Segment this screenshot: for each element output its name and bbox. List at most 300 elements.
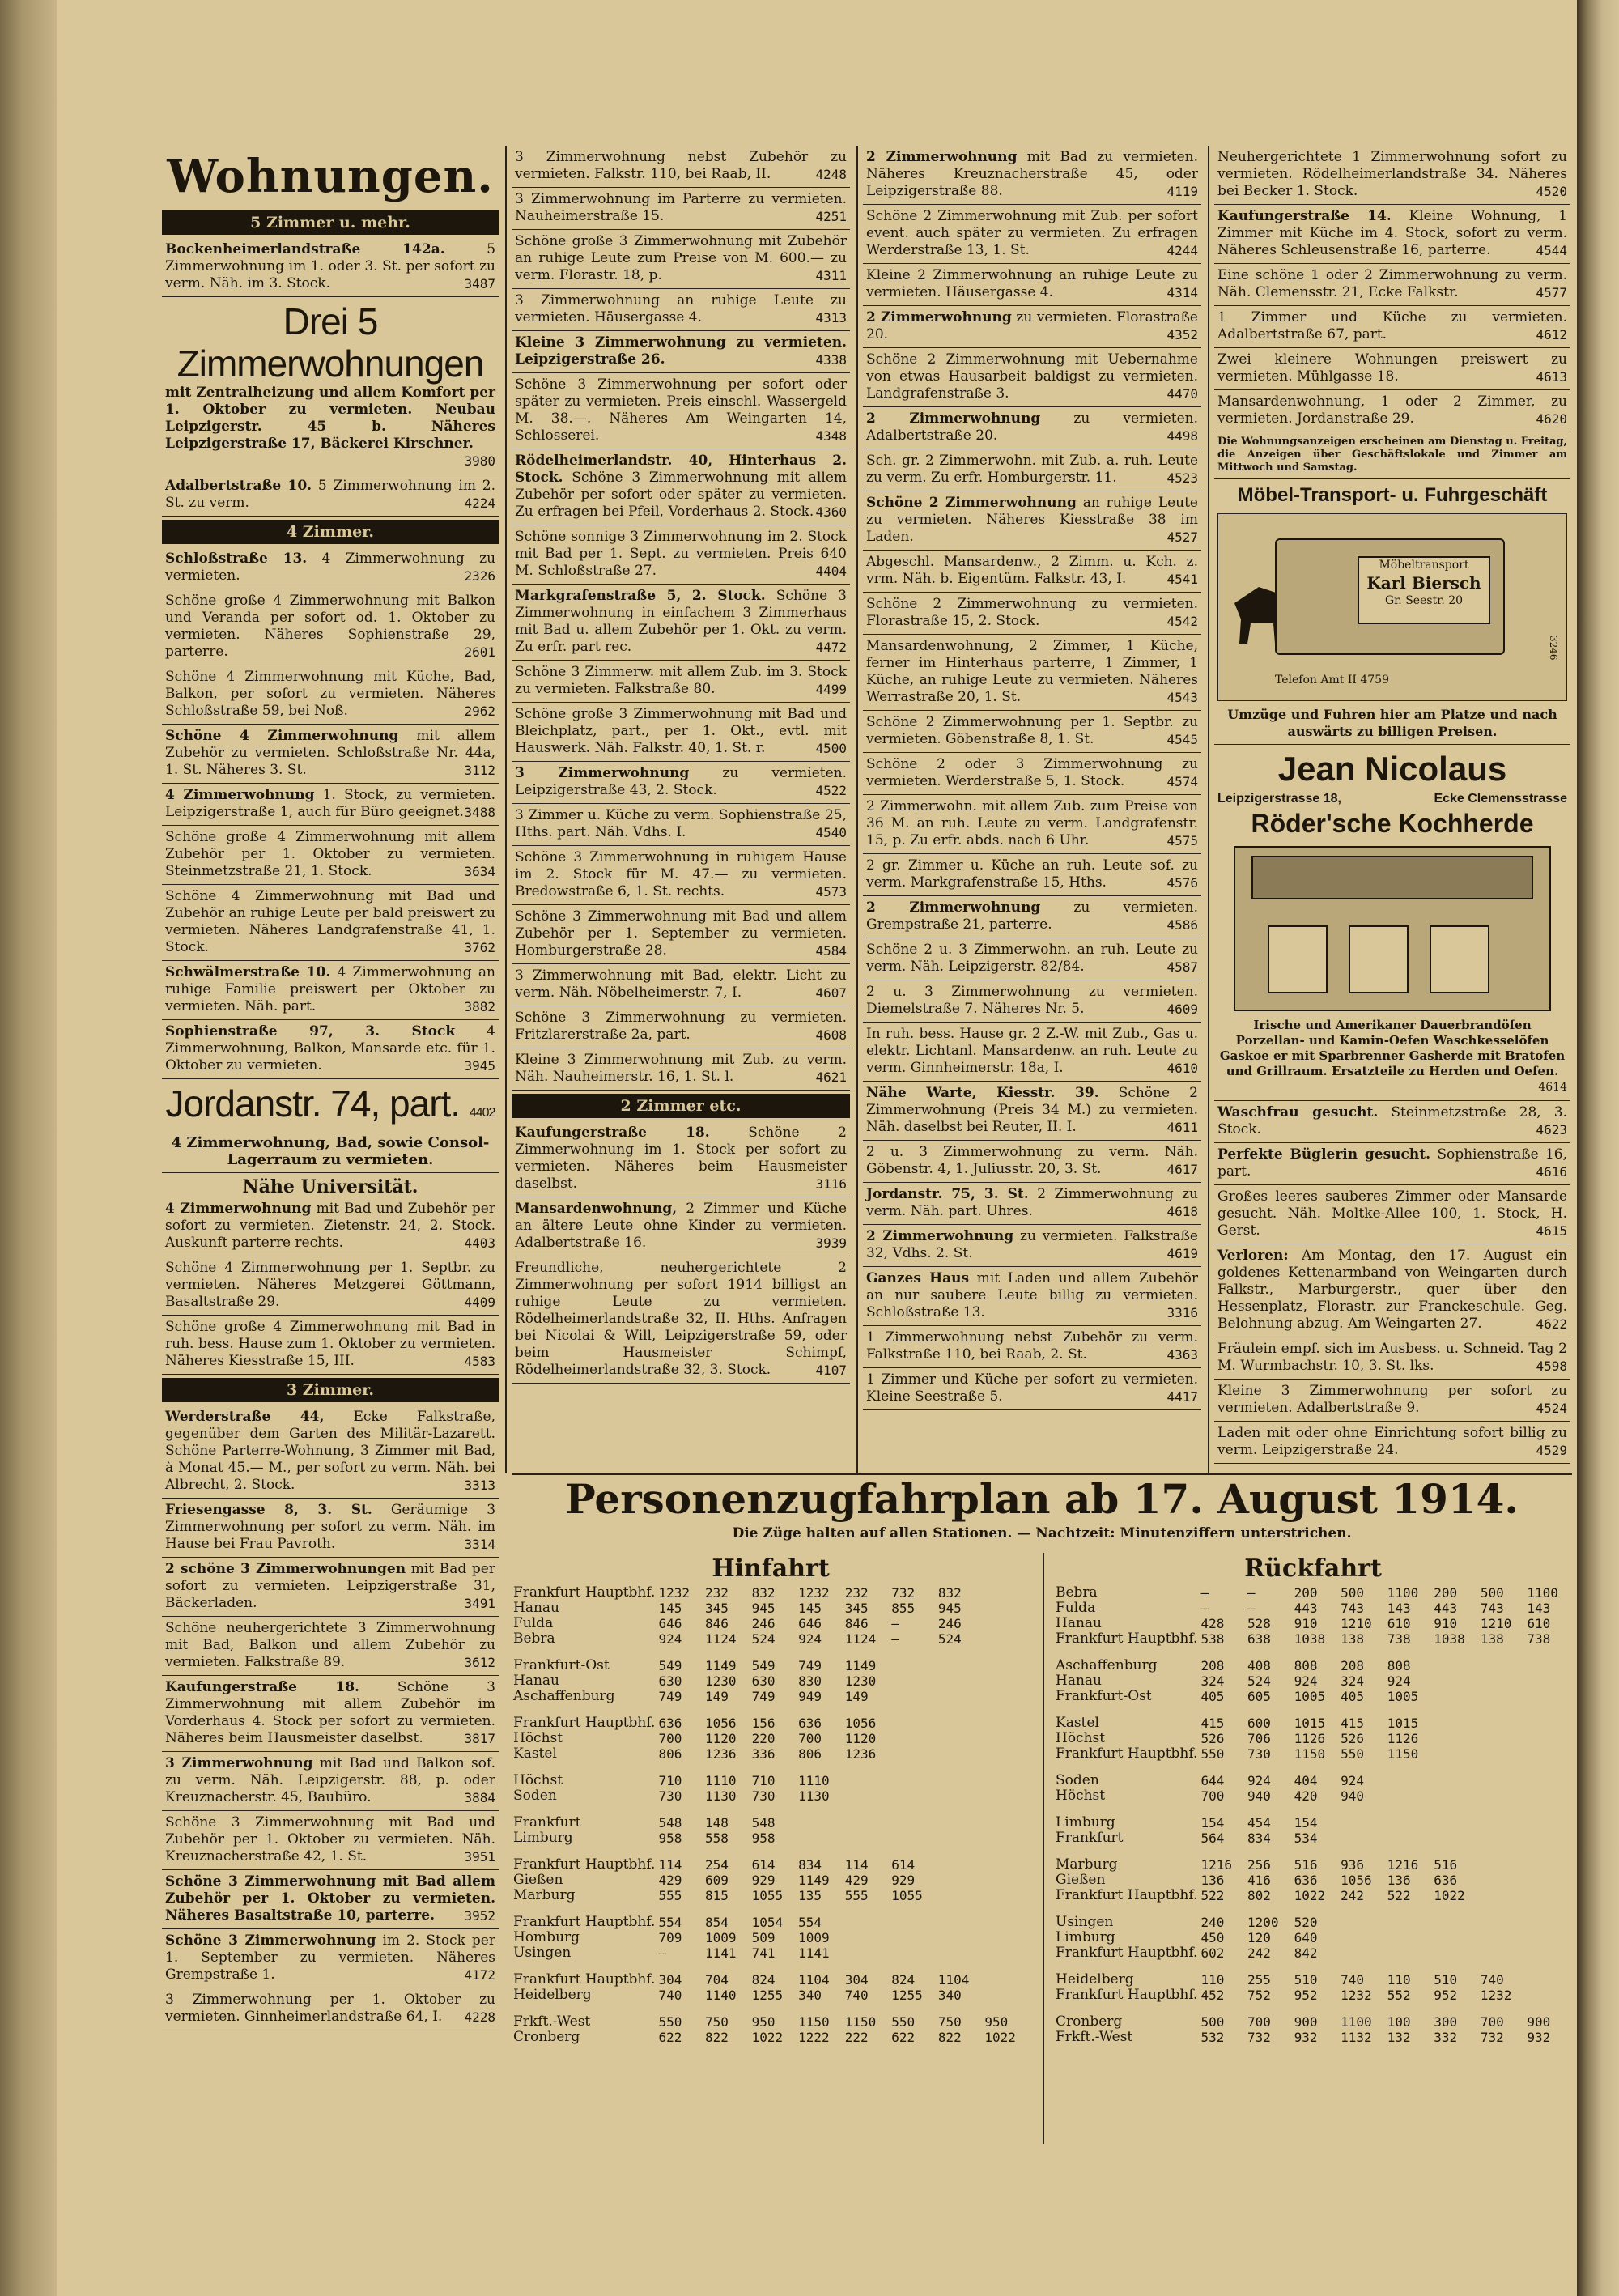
departure-time: 138 (1341, 1631, 1365, 1647)
departure-time: 1056 (844, 1716, 877, 1731)
timetable-row (1054, 1631, 1572, 1647)
ad-text: Abgeschl. Mansardenw., 2 Zimm. u. Kch. z. vrm. Näh. b. Eigentüm. Falkstr. 43, I. (866, 554, 1198, 587)
ad-headline: 2 Zimmerwohnung (866, 1228, 1014, 1244)
departure-time (937, 1773, 984, 1788)
departure-time: 622 (658, 2030, 682, 2045)
classified-ad (863, 896, 1201, 938)
departure-time: 822 (937, 2030, 962, 2045)
departure-time: 548 (658, 1815, 682, 1830)
departure-time (1386, 1815, 1433, 1830)
ad-headline: 4 Zimmerwohnung (165, 787, 315, 803)
departure-time: 700 (798, 1731, 822, 1746)
ad-text: 2 u. 3 Zimmerwohnung zu vermieten. Diemelstraße 7. Näheres Nr. 5. (866, 984, 1198, 1017)
timetable-gap (1054, 1903, 1572, 1915)
ad-number: 3817 (464, 1731, 495, 1746)
ad-list (162, 1405, 499, 2030)
departure-time: 700 (1480, 2014, 1504, 2030)
departure-time (890, 1658, 937, 1673)
departure-time: 200 (1434, 1585, 1458, 1601)
departure-time: 1141 (798, 1945, 830, 1961)
departure-time: 522 (1387, 1888, 1411, 1903)
departure-time: 148 (705, 1815, 729, 1830)
departure-time: 749 (658, 1689, 682, 1704)
ad-text: Schöne 2 Zimmerwohnung im 1. Stock per sofort zu vermieten. Näheres beim Hausmeister daselbst. (515, 1125, 847, 1192)
departure-time: 1216 (1387, 1857, 1419, 1873)
ad-text: 1 Zimmer und Küche per sofort zu vermieten. Kleine Seestraße 5. (866, 1371, 1198, 1405)
departure-time: 636 (658, 1716, 682, 1731)
departure-time: 550 (658, 2014, 682, 2030)
classified-ad (512, 1006, 850, 1048)
ad-number: 4574 (1166, 774, 1198, 789)
classified-ad (512, 1256, 850, 1384)
ad-number: 4615 (1536, 1223, 1567, 1239)
section-masthead: Wohnungen. (167, 150, 494, 203)
section-bar-5-rooms: 5 Zimmer u. mehr. (162, 210, 499, 235)
ad-number: 3951 (464, 1849, 495, 1864)
departure-time: 532 (1200, 2030, 1225, 2045)
timetable-gap (1054, 1804, 1572, 1815)
classified-ad (162, 1870, 499, 1929)
departure-time: 332 (1434, 2030, 1458, 2045)
ad-number: 3945 (464, 1058, 495, 1074)
departure-time: 1236 (705, 1746, 737, 1762)
departure-time: 345 (844, 1601, 869, 1616)
departure-time: 1110 (705, 1773, 737, 1788)
station-name: Frankfurt Hauptbhf. (513, 1584, 656, 1601)
departure-time: 730 (1247, 1746, 1271, 1762)
ad-number: 4622 (1536, 1316, 1567, 1332)
departure-time (890, 1830, 937, 1846)
departure-time (1432, 1689, 1479, 1704)
ad-text: Schöne 3 Zimmerwohnung in einfachem 3 Zimmerhaus mit Bad u. allem Zubehör per 1. Okt. zu verm. Zu erfr. part rec. (515, 588, 847, 655)
ad-text: 2 Zimmer und Küche an ältere Leute ohne Kinder zu vermieten. Adalbertstraße 16. (515, 1201, 847, 1251)
departure-time: 110 (1200, 1972, 1225, 1988)
ad-headline: Schöne 3 Zimmerwohnung mit Bad allem Zubehör per 1. Oktober zu vermieten. Näheres Basaltstraße 10, parterre. (165, 1873, 495, 1924)
timetable-row (512, 1731, 1030, 1746)
ad-text: Schöne große 4 Zimmerwohnung mit Bad in ruh. bess. Hause zum 1. Oktober zu vermieten. Näheres Kiesstraße 15, III. (165, 1319, 495, 1369)
classified-ad (863, 146, 1201, 205)
classified-ad (863, 980, 1201, 1023)
column-1 (162, 146, 499, 2030)
timetable-title: Personenzugfahrplan ab 17. August 1914. (565, 1475, 1519, 1523)
departure-time: 114 (658, 1857, 682, 1873)
departure-time: 1056 (705, 1716, 737, 1731)
timetable-row (1054, 1888, 1572, 1903)
ad-number: 4614 (1538, 1081, 1567, 1094)
wagon-sign-addr: Gr. Seestr. 20 (1384, 594, 1464, 607)
departure-time (1525, 1658, 1572, 1673)
timetable-row (512, 1601, 1030, 1616)
classified-ad (162, 961, 499, 1020)
departure-time (1339, 1830, 1386, 1846)
timetable-row (1054, 1930, 1572, 1945)
ad-number: 2962 (464, 704, 495, 719)
departure-time (1525, 1746, 1572, 1762)
ad-number: 3491 (464, 1596, 495, 1611)
departure-time: 1150 (1387, 1746, 1419, 1762)
ad-number: 3980 (464, 453, 495, 469)
departure-time: 958 (658, 1830, 682, 1846)
departure-time: 1015 (1387, 1716, 1419, 1731)
departure-time: 636 (798, 1716, 822, 1731)
departure-time: 940 (1247, 1788, 1271, 1804)
ad-big-drei-5-zimmer (162, 297, 499, 474)
timetable-row (1054, 1830, 1572, 1846)
timetable-row (1054, 1616, 1572, 1631)
ad-list (1214, 146, 1570, 432)
departure-time (1525, 1689, 1572, 1704)
departure-time: 143 (1387, 1601, 1411, 1616)
ad-text: mit Bad und Zubehör per sofort zu vermieten. Zietenstr. 24, 2. Stock. Auskunft parterre rechts. (165, 1201, 495, 1251)
big-ad-headline (165, 1082, 495, 1134)
departure-time: 710 (658, 1773, 682, 1788)
departure-time: 1210 (1341, 1616, 1372, 1631)
departure-time: 832 (751, 1585, 776, 1601)
timetable-row (512, 1673, 1030, 1689)
column-rule (1208, 146, 1209, 1473)
classified-ad (863, 1183, 1201, 1225)
departure-time: 1149 (705, 1658, 737, 1673)
departure-time: 255 (1247, 1972, 1271, 1988)
classified-ad (512, 762, 850, 804)
departure-time (797, 1815, 843, 1830)
departure-time: 830 (798, 1673, 822, 1689)
timetable-row (512, 1945, 1030, 1961)
ad-number: 4616 (1536, 1164, 1567, 1180)
classified-ad (863, 593, 1201, 635)
departure-time: 256 (1247, 1857, 1271, 1873)
ad-number: 4573 (815, 884, 847, 899)
station-name: Hanau (513, 1673, 559, 1689)
station-name: Frankfurt (1056, 1830, 1124, 1846)
departure-time: 1200 (1247, 1915, 1279, 1930)
departure-time: 408 (1247, 1658, 1271, 1673)
station-name: Aschaffenburg (513, 1688, 615, 1704)
departure-time: 336 (751, 1746, 776, 1762)
departure-time (890, 1915, 937, 1930)
departure-time (1479, 1873, 1526, 1888)
ad-headline: Schwälmerstraße 10. (165, 964, 331, 980)
departure-time: 510 (1294, 1972, 1318, 1988)
departure-time: 732 (1247, 2030, 1271, 2045)
ad-headline: 4 Zimmerwohnung (165, 1201, 312, 1217)
departure-time: 730 (658, 1788, 682, 1804)
departure-time: 509 (751, 1930, 776, 1945)
departure-time (843, 1930, 890, 1945)
ad-number: 4619 (1166, 1246, 1198, 1261)
ad-text: Laden mit oder ohne Einrichtung sofort billig zu verm. Leipzigerstraße 24. (1217, 1425, 1567, 1458)
ad-number: 2601 (464, 644, 495, 660)
departure-time (890, 1689, 937, 1704)
wagon-icon (1275, 538, 1505, 655)
departure-time: 145 (658, 1601, 682, 1616)
ad-list (162, 238, 499, 297)
departure-time (890, 1945, 937, 1961)
ad-number: 4402 (469, 1106, 495, 1120)
departure-time: 222 (844, 2030, 869, 2045)
stove-door (1268, 925, 1328, 993)
ad-text: Kleine 3 Zimmerwohnung per sofort zu vermieten. Adalbertstraße 9. (1217, 1383, 1567, 1416)
ad-number: 4609 (1166, 1001, 1198, 1017)
departure-time: 528 (1247, 1616, 1271, 1631)
departure-time: 952 (1294, 1988, 1318, 2003)
departure-time: 524 (1247, 1673, 1271, 1689)
moebel-telephone: Telefon Amt II 4759 (1275, 674, 1389, 687)
ad-number: 4172 (464, 1967, 495, 1983)
departure-time: 636 (1434, 1873, 1458, 1888)
ad-number: 3882 (464, 999, 495, 1014)
departure-time (937, 1689, 984, 1704)
classified-ad (863, 635, 1201, 711)
classified-ad (512, 1048, 850, 1091)
station-name: Cronberg (513, 2029, 580, 2045)
departure-time (890, 1773, 937, 1788)
classified-ad (512, 525, 850, 585)
classified-ad (1214, 390, 1570, 432)
departure-time: 950 (984, 2014, 1009, 2030)
ad-text: an ruhige Leute zu vermieten. Näheres Kiesstraße 38 im Laden. (866, 495, 1198, 545)
classified-ad (512, 804, 850, 846)
classified-ad (512, 661, 850, 703)
departure-time: 1255 (751, 1988, 784, 2003)
departure-time: 704 (705, 1972, 729, 1988)
departure-time: 415 (1200, 1716, 1225, 1731)
departure-time (1525, 1972, 1572, 1988)
ad-headline: Schöne 2 Zimmerwohnung (866, 495, 1077, 511)
ad-number: 3634 (464, 864, 495, 879)
departure-time: 340 (798, 1988, 822, 2003)
departure-time (1386, 1773, 1433, 1788)
departure-time (1479, 1830, 1526, 1846)
wagon-sign-name: Karl Biersch (1366, 573, 1481, 593)
station-name: Frkft.-West (513, 2013, 591, 2030)
station-name: Hanau (1056, 1673, 1102, 1689)
stove-top (1251, 856, 1533, 899)
ad-number: 4621 (815, 1069, 847, 1085)
ad-list (512, 146, 850, 1091)
departure-time: 345 (705, 1601, 729, 1616)
ad-text: mit Bad und Balkon sof. zu verm. Näh. Leipzigerstr. 88, p. oder Kreuznacherstr. 45, Baubüro. (165, 1755, 495, 1805)
departure-time: 738 (1527, 1631, 1551, 1647)
ad-number: 4544 (1536, 243, 1567, 258)
departure-time (937, 1888, 984, 1903)
moebel-text: Umzüge und Fuhren hier am Platze und nach auswärts zu billigen Preisen. (1227, 707, 1557, 739)
departure-time: 304 (658, 1972, 682, 1988)
classified-ad (512, 846, 850, 905)
departure-time (1479, 1915, 1526, 1930)
ad-text: mit allem Zubehör zu vermieten. Schloßstraße Nr. 44a, 1. St. Näheres 3. St. (165, 728, 496, 778)
departure-time (890, 1815, 937, 1830)
departure-time (1386, 1915, 1433, 1930)
departure-time: 952 (1434, 1988, 1458, 2003)
ad-headline: Waschfrau gesucht. (1217, 1104, 1379, 1120)
ad-text: Schöne neuhergerichtete 3 Zimmerwohnung mit Bad, Balkon und allem Zubehör zu vermieten. Falkstraße 89. (165, 1620, 495, 1670)
classified-ad (162, 826, 499, 885)
ad-list (512, 1121, 850, 1384)
departure-time: 936 (1341, 1857, 1365, 1873)
station-name: Bebra (1056, 1584, 1098, 1601)
departure-time: 232 (844, 1585, 869, 1601)
departure-time (1525, 1988, 1572, 2003)
timetable-row (512, 1658, 1030, 1673)
ad-text: 4 Zimmerwohnung, Balkon, Mansarde etc. für 1. Oktober zu vermieten. (165, 1023, 495, 1074)
departure-time (1525, 1857, 1572, 1873)
station-name: Höchst (1056, 1730, 1106, 1746)
departure-time (937, 1815, 984, 1830)
ad-number: 4409 (464, 1295, 495, 1310)
ad-text: 3 Zimmerwohnung nebst Zubehör zu vermieten. Falkstr. 110, bei Raab, II. (515, 149, 847, 182)
departure-time: 808 (1294, 1658, 1318, 1673)
timetable-row (512, 1689, 1030, 1704)
ad-text: Mansardenwohnung, 2 Zimmer, 1 Küche, ferner im Hinterhaus parterre, 1 Zimmer, 1 Küche, an ruhige Leute zu vermieten. Näheres Werrastraße 20, 1. St. (866, 638, 1198, 705)
departure-time (1432, 1731, 1479, 1746)
classified-ad (1214, 146, 1570, 205)
departure-time: 538 (1200, 1631, 1225, 1647)
ad-text: 2 gr. Zimmer u. Küche an ruh. Leute sof. zu verm. Markgrafenstraße 15, Hths. (866, 857, 1198, 891)
ad-text: mit Bad per sofort zu vermieten. Leipzigerstraße 31, Bäckerladen. (165, 1561, 495, 1611)
ad-number: 4620 (1536, 411, 1567, 427)
classified-ad (512, 289, 850, 331)
ad-text: Neuhergerichtete 1 Zimmerwohnung sofort zu vermieten. Rödelheimerlandstraße 34. Näheres bei Becker 1. Stock. (1217, 149, 1567, 199)
ad-number: 4251 (815, 209, 847, 224)
ad-number: 4107 (815, 1363, 847, 1378)
classified-ad (162, 1617, 499, 1676)
departure-time: 600 (1247, 1716, 1271, 1731)
ad-text: zu vermieten. Falkstraße 32, Vdhs. 2. St. (866, 1228, 1198, 1261)
ad-number: 4498 (1166, 428, 1198, 444)
ad-number: 3314 (464, 1537, 495, 1552)
departure-time (937, 1915, 984, 1930)
departure-time (937, 1945, 984, 1961)
departure-time (1479, 1716, 1526, 1731)
departure-time: 738 (1387, 1631, 1411, 1647)
timetable-gap (1054, 1647, 1572, 1658)
departure-time: 1232 (658, 1585, 690, 1601)
classified-ad (863, 491, 1201, 551)
ad-headline: Schöne 4 Zimmerwohnung (165, 728, 399, 744)
departure-time: 500 (1341, 1585, 1365, 1601)
departure-time: 740 (1341, 1972, 1365, 1988)
departure-time: 834 (1247, 1830, 1271, 1846)
station-name: Gießen (1056, 1872, 1106, 1888)
departure-time (890, 1788, 937, 1804)
departure-time (1479, 1746, 1526, 1762)
station-name: Homburg (513, 1929, 580, 1945)
departure-time: 740 (1480, 1972, 1504, 1988)
departure-time (1432, 1830, 1479, 1846)
ad-text: Schöne große 3 Zimmerwohnung mit Zubehör an ruhige Leute zum Preise von M. 600.— zu verm. Florastr. 18, p. (515, 233, 847, 283)
ad-number: 4524 (1536, 1401, 1567, 1416)
ad-number: 4618 (1166, 1204, 1198, 1219)
ad-number: 4542 (1166, 614, 1198, 629)
timetable-row (512, 1716, 1030, 1731)
departure-time: — (658, 1945, 667, 1961)
departure-time: 324 (1200, 1673, 1225, 1689)
classified-ad (162, 1316, 499, 1375)
ad-text: Schöne 3 Zimmerwohnung in ruhigem Hause im 2. Stock für M. 47.— zu vermieten. Bredowstraße 6, 1. St. rechts. (515, 849, 847, 899)
ad-headline: 3 Zimmerwohnung (165, 1755, 313, 1771)
departure-time (1479, 1788, 1526, 1804)
timetable-gap (1054, 1846, 1572, 1857)
ad-number: 4314 (1166, 285, 1198, 300)
departure-time: 924 (1294, 1673, 1318, 1689)
departure-time: 120 (1247, 1930, 1271, 1945)
ad-number: 4527 (1166, 529, 1198, 545)
departure-time: 710 (751, 1773, 776, 1788)
departure-time: 750 (937, 2014, 962, 2030)
departure-time: 622 (891, 2030, 916, 2045)
departure-time (1386, 1788, 1433, 1804)
departure-time (937, 1830, 984, 1846)
timetable-gap (512, 1804, 1030, 1815)
ad-headline: 2 Zimmerwohnung (866, 410, 1041, 427)
departure-time: 405 (1341, 1689, 1365, 1704)
column-rule (1043, 1553, 1044, 2144)
ad-headline: Kaufungerstraße 18. (165, 1679, 359, 1695)
classified-ad (162, 1020, 499, 1079)
departure-time (937, 1930, 984, 1945)
departure-time: 254 (705, 1857, 729, 1873)
departure-time: 1230 (844, 1673, 877, 1689)
departure-time (1432, 1815, 1479, 1830)
departure-time (1432, 1673, 1479, 1689)
departure-time: 610 (1387, 1616, 1411, 1631)
timetable (512, 1473, 1572, 2045)
departure-time: 1009 (705, 1930, 737, 1945)
departure-time: 749 (751, 1689, 776, 1704)
departure-time (1479, 1773, 1526, 1788)
timetable-row (512, 1616, 1030, 1631)
departure-time: 730 (751, 1788, 776, 1804)
stove-door (1430, 925, 1489, 993)
station-name: Marburg (513, 1887, 576, 1903)
departure-time: 550 (891, 2014, 916, 2030)
departure-time: 149 (844, 1689, 869, 1704)
jean-title: Jean Nicolaus (1277, 750, 1507, 788)
departure-time (1432, 1658, 1479, 1673)
ad-number: 4119 (1166, 184, 1198, 199)
ad-text: im 2. Stock per 1. September zu vermieten. Näheres Grempstraße 1. (165, 1932, 495, 1983)
classified-ad (162, 1499, 499, 1558)
ad-number: 4470 (1166, 386, 1198, 402)
classified-ad (162, 547, 499, 589)
ad-text: Schöne 2 Zimmerwohnung mit Zub. per sofort event. auch später zu vermieten. Zu erfragen Werderstraße 13, 1. St. (866, 208, 1198, 258)
departure-time (1386, 1945, 1433, 1961)
departure-time (937, 1873, 984, 1888)
departure-time: 242 (1341, 1888, 1365, 1903)
ad-number: 4587 (1166, 959, 1198, 975)
ad-number: 4540 (815, 825, 847, 840)
departure-time: 808 (1387, 1658, 1411, 1673)
departure-time (1479, 1815, 1526, 1830)
departure-time: 1005 (1294, 1689, 1326, 1704)
departure-time: 822 (705, 2030, 729, 2045)
timetable-heading: Hinfahrt (712, 1554, 830, 1583)
departure-time: 534 (1294, 1830, 1318, 1846)
classified-ad (512, 188, 850, 230)
classified-ad (162, 1676, 499, 1752)
classified-ad (863, 795, 1201, 854)
departure-time: 945 (751, 1601, 776, 1616)
station-name: Frkft.-West (1056, 2029, 1133, 2045)
station-name: Frankfurt Hauptbhf. (513, 1914, 656, 1930)
ad-number: 4575 (1166, 833, 1198, 848)
timetable-row (1054, 1815, 1572, 1830)
departure-time: 304 (844, 1972, 869, 1988)
station-name: Limburg (1056, 1814, 1115, 1830)
departure-time: 1140 (705, 1988, 737, 2003)
classified-ad (512, 964, 850, 1006)
